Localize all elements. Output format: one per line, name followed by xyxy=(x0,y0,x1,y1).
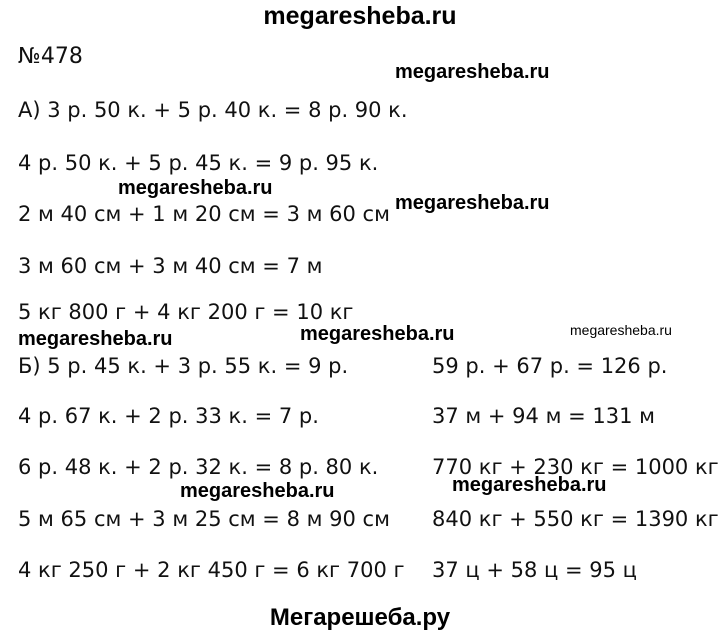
equation-line: 5 м 65 см + 3 м 25 см = 8 м 90 см xyxy=(18,507,390,531)
equation-line: 37 м + 94 м = 131 м xyxy=(432,404,655,428)
watermark: megaresheba.ru xyxy=(395,192,550,214)
equation-line: 2 м 40 см + 1 м 20 см = 3 м 60 см xyxy=(18,202,390,226)
watermark: megaresheba.ru xyxy=(395,61,550,83)
equation-line: 59 р. + 67 р. = 126 р. xyxy=(432,354,668,378)
watermark: megaresheba.ru xyxy=(118,177,273,199)
equation-line: 3 м 60 см + 3 м 40 см = 7 м xyxy=(18,254,323,278)
equation-line: А) 3 р. 50 к. + 5 р. 40 к. = 8 р. 90 к. xyxy=(18,98,408,122)
watermark: megaresheba.ru xyxy=(452,474,607,496)
watermark-bottom: Мегарешеба.ру xyxy=(269,604,451,631)
watermark-small: megaresheba.ru xyxy=(570,322,672,338)
problem-number: №478 xyxy=(18,44,83,69)
watermark-top: megaresheba.ru xyxy=(263,2,457,30)
equation-line: 4 р. 50 к. + 5 р. 45 к. = 9 р. 95 к. xyxy=(18,151,379,175)
equation-line: 37 ц + 58 ц = 95 ц xyxy=(432,558,637,582)
equation-line: 6 р. 48 к. + 2 р. 32 к. = 8 р. 80 к. xyxy=(18,455,379,479)
equation-line: 770 кг + 230 кг = 1000 кг xyxy=(432,455,719,479)
watermark: megaresheba.ru xyxy=(180,480,335,502)
equation-line: Б) 5 р. 45 к. + 3 р. 55 к. = 9 р. xyxy=(18,354,349,378)
watermark: megaresheba.ru xyxy=(18,328,173,350)
equation-line: 4 кг 250 г + 2 кг 450 г = 6 кг 700 г xyxy=(18,558,405,582)
watermark: megaresheba.ru xyxy=(300,323,455,345)
equation-line: 840 кг + 550 кг = 1390 кг xyxy=(432,507,719,531)
equation-line: 4 р. 67 к. + 2 р. 33 к. = 7 р. xyxy=(18,404,319,428)
equation-line: 5 кг 800 г + 4 кг 200 г = 10 кг xyxy=(18,300,354,324)
